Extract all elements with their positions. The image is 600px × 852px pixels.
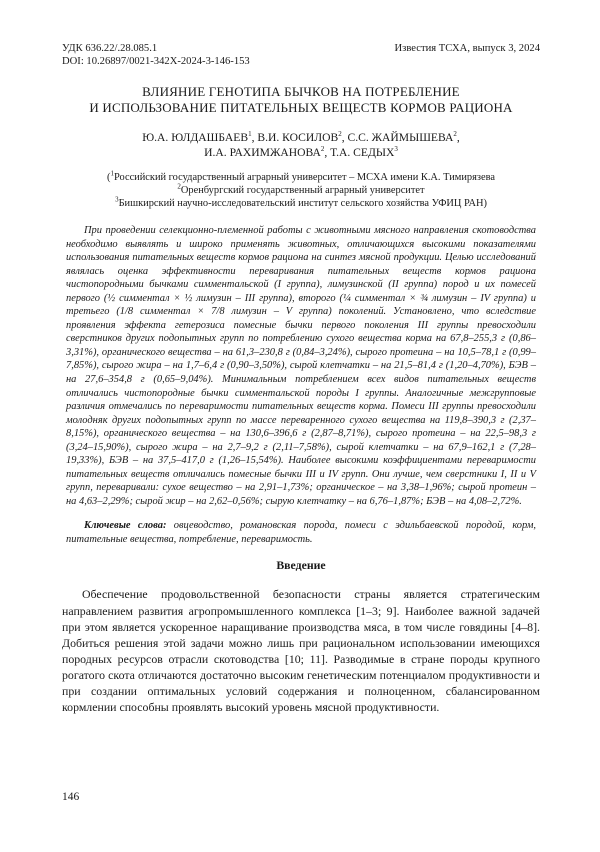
section-heading: Введение	[276, 558, 326, 573]
author-name: С.С. ЖАЙМЫШЕВА	[347, 131, 454, 144]
author-affiliation-mark: 2	[320, 145, 325, 154]
author-name: И.А. РАХИМЖАНОВА	[204, 146, 321, 159]
author-name: Ю.А. ЮЛДАШБАЕВ	[142, 131, 249, 144]
udk-code: УДК 636.22/.28.085.1	[62, 43, 158, 54]
affiliation-bracket: (	[107, 172, 111, 183]
affiliation-3	[62, 197, 540, 210]
keywords-text: овцеводство, романовская порода, помеси с эдильбаевской породой, корм, питательные вещества, потребление, переваримость.	[66, 520, 536, 545]
identifiers	[62, 42, 250, 68]
author-name: В.И. КОСИЛОВ	[257, 131, 339, 144]
abstract: При проведении селекционно-племенной работы с животными мясного направления скотоводства необходимо выявлять и широко применять животных, отличающихся высокими показателями использования питательных веществ кормов рациона на синтез мясной продукции. Целью исследований являлась оценка эффективности переваривания питательных веществ кормов рациона чистопородными бычками симментальской (I группа), лимузинской (II группа) пород и их помесей первого (½ симментал × ½ лимузин – III группа), второго (¼ симментал × ¾ лимузин – IV группа) и третьего (1/8 симментал × 7/8 лимузин – V группа) поколений. Установлено, что вследствие проявления эффекта гетерозиса помесные бычки первого поколения III группы превосходили сверстников других подопытных групп по потреблению сухого вещества корма на 67,8–255,3 г (0,86–3,31%), органического вещества – на 61,3–230,8 г (0,84–3,24%), сырого протеина – на 10,5–78,1 г (0,99–7,85%), сырого жира – на 1,7–6,4 г (0,90–3,50%), сырой клетчатки – на 21,5–81,4 г (1,20–4,70%), БЭВ – на 27,6–354,8 г (0,65–9,04%). Минимальным потреблением всех видов питательных веществ отличались чистопородные бычки симментальской породы I группы. Аналогичные межгрупповые различия отмечались по переваримости питательных веществ корма. Помеси III группы превосходили молодняк других подопытных групп по массе переваренного сухого вещества на 119,8–390,3 г (2,37–8,15%), органического вещества – на 130,6–396,6 г (2,87–8,71%), сырого протеина – на 22,5–98,3 г (3,24–15,90%), сырого жира – на 2,7–9,2 г (2,11–7,58%), сырой клетчатки – на 67,9–162,1 г (7,28–19,33%), БЭВ – на 37,5–417,0 г (1,26–15,54%). Наиболее высокими коэффициентами переваримости питательных веществ отличались помесные бычки III и IV групп. Они лучше, чем сверстники I, II и V групп, переваривали: сухое вещество – на 2,91–1,73%; органическое – на 3,38–1,96%; сырой протеин – на 4,63–2,29%; сырой жир – на 2,62–0,56%; сырую клетчатку – на 6,76–1,87%; БЭВ – на 4,08–2,72%.	[66, 225, 536, 507]
author-affiliation-mark: 3	[394, 145, 398, 154]
author-affiliation-mark: 1	[248, 130, 252, 139]
affiliation-text: Оренбургский государственный аграрный университет	[180, 185, 425, 196]
author-separator: ,	[341, 131, 348, 144]
affiliation-number: 2	[177, 182, 181, 191]
keywords-label: Ключевые слова:	[84, 520, 167, 532]
author-separator: ,	[251, 131, 258, 144]
page-number: 146	[62, 791, 80, 803]
affiliation-number: 3	[115, 195, 119, 204]
article-page	[62, 42, 540, 715]
affiliation-2	[62, 184, 540, 197]
keywords	[66, 519, 536, 546]
running-header	[62, 42, 540, 68]
title-line-2: И ИСПОЛЬЗОВАНИЕ ПИТАТЕЛЬНЫХ ВЕЩЕСТВ КОРМОВ РАЦИОНА	[89, 100, 513, 115]
author-affiliation-mark: 2	[453, 130, 457, 139]
author-list	[62, 130, 540, 160]
affiliation-number: 1	[110, 169, 114, 178]
affiliation-text: Российский государственный аграрный университет – МСХА имени К.А. Тимирязева	[113, 172, 495, 183]
affiliation-text: Бишкирский научно-исследовательский институт сельского хозяйства УФИЦ РАН)	[118, 198, 487, 209]
introduction-paragraph: Обеспечение продовольственной безопасности страны является стратегическим направлением развития агропромышленного комплекса [1–3; 9]. Наиболее важной задачей при этом является ускоренное наращивание производства мяса, в том числе говядины [4–8]. Добиться решения этой задачи можно лишь при рациональном использовании имеющихся породных ресурсов отрасли скотоводства [10; 11]. Разводимые в стране породы крупного рогатого скота отличаются достаточно высоким генетическим потенциалом продуктивности и при создании оптимальных условий содержания и полноценном, сбалансированном кормлении способны проявлять высокий уровень мясной продуктивности.	[62, 587, 540, 715]
article-title	[62, 84, 540, 116]
journal-issue: Известия ТСХА, выпуск 3, 2024	[394, 43, 540, 54]
author-separator: ,	[324, 146, 331, 159]
affiliation-1	[62, 171, 540, 184]
author-affiliation-mark: 2	[338, 130, 342, 139]
author-separator: ,	[456, 131, 460, 144]
affiliations	[62, 171, 540, 210]
author-name: Т.А. СЕДЫХ	[330, 146, 395, 159]
doi: DOI: 10.26897/0021-342X-2024-3-146-153	[62, 56, 250, 67]
title-line-1: ВЛИЯНИЕ ГЕНОТИПА БЫЧКОВ НА ПОТРЕБЛЕНИЕ	[142, 84, 460, 99]
